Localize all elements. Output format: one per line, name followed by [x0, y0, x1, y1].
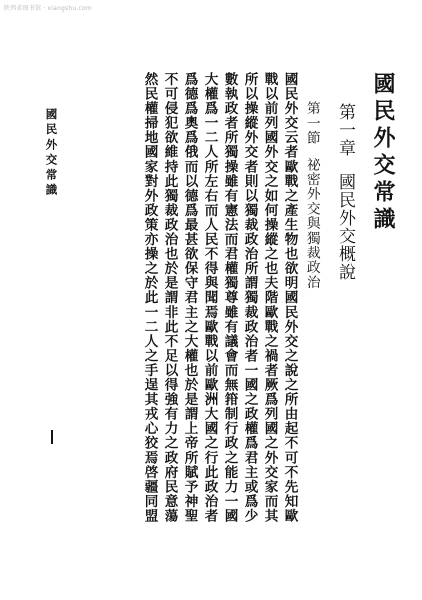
- section-title: 祕密外交與獨裁政治: [303, 157, 320, 290]
- body-text-line: 戰以前列國外交之如何操縱之也夫階歐戰之禍者厥爲列國之外交家而其: [261, 72, 278, 524]
- chapter-title: 國民外交概說: [335, 173, 355, 281]
- section-number: 第一節: [303, 101, 320, 146]
- body-text-line: 大權爲一二人所左右而人民不得與聞焉歐戰以前歐洲大國之行此政治者: [201, 72, 218, 524]
- body-text-line: 數執政者所獨操雖有憲法而君權獨尊雖有議會而無箝制行政之能力一國: [221, 72, 238, 524]
- page-number-mark: [51, 430, 53, 444]
- body-text-line: 爲德爲奧爲俄而以德爲最甚欲保守君主之大權也於是謂上帝所賦予神聖: [181, 72, 198, 524]
- watermark-text: 陕西省图书馆 · xiangshu.com: [4, 5, 92, 12]
- running-title: 國民外交常識: [44, 108, 59, 199]
- body-text-line: 所以操縱外交者則以獨裁政治所謂獨裁政治者一國之政權爲君主或爲少: [241, 72, 258, 524]
- book-title: 國民外交常識: [370, 72, 396, 234]
- chapter-number: 第一章: [335, 103, 355, 157]
- body-text-line: 國民外交云者歐戰之產生物也欲明國民外交之說之所由起不可不先知歐: [281, 72, 298, 524]
- body-text-line: 然民權掃地國家對外政策亦操之於此一二人之手逞其戎心狡焉啓疆同盟: [141, 72, 158, 524]
- body-text-line: 不可侵犯欲維持此獨裁政治也於是謂非此不足以得強有力之政府民意蕩: [161, 72, 178, 524]
- section-heading: [304, 101, 318, 289]
- chapter-heading: [336, 103, 353, 281]
